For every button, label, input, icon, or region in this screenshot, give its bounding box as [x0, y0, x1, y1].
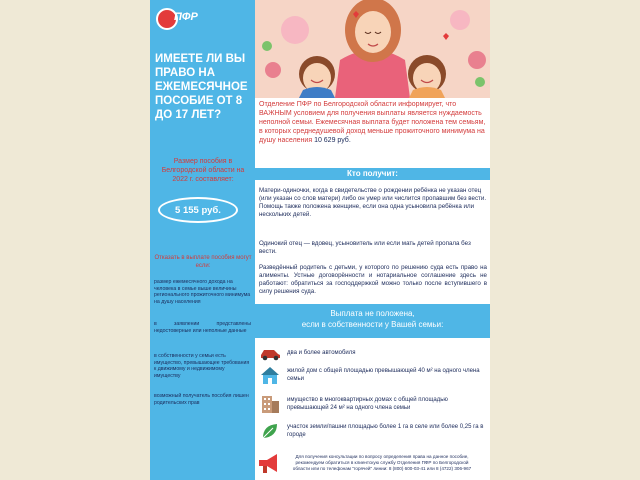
amount-value: 5 155 руб. [175, 204, 221, 216]
refusal-title: Отказать в выплате пособия могут если: [154, 255, 252, 269]
asset-text: участок земли/пашни площадью более 1 га в селе или более 0,25 га в городе [287, 424, 484, 438]
footer-text: Для получения консультации по вопросу определения права на данное пособие, рекомендуем обратиться в клиентскую службу Отделения ПФР по Белгородской области или по телефонам "горячей" линии: 8 (800) 600-03-41 или 8 (4722) 306-967 [292, 454, 472, 471]
headline: ИМЕЕТЕ ЛИ ВЫ ПРАВО НА ЕЖЕМЕСЯЧНОЕ ПОСОБИЕ ОТ 8 ДО 17 ЛЕТ? [155, 53, 248, 121]
list-item: возможный получатель пособия лишен родительских прав [154, 393, 249, 406]
asset-apartment [259, 393, 489, 415]
asset-text: жилой дом с общей площадью превышающей 40 м² на одного члена семьи [287, 368, 480, 382]
poster [150, 0, 490, 480]
list-item: размер ежемесячного дохода на человека в семье выше величины регионального прожиточного минимума на душу населения [154, 279, 251, 305]
sidebar [150, 0, 255, 480]
leaf-icon [259, 420, 281, 442]
who-paragraph-divorced: Разведённый родитель с детьми, у которого по решению суда есть право на алименты. Устные договорённости и нотариальное соглашение здесь не работают: обратиться за господдержкой можно только после вступившего в силу решения суда. [259, 264, 487, 295]
who-paragraph-single-fathers: Одинокий отец — вдовец, усыновитель или если мать детей пропала без вести. [259, 240, 471, 255]
footer [255, 446, 490, 480]
list-item: в собственности у семьи есть имущество, превышающее требования к движимому и недвижимому имуществу [154, 353, 250, 379]
apartment-building-icon [259, 393, 281, 415]
who-title: Кто получит: [255, 168, 490, 180]
intro-body: Отделение ПФР по Белгородской области информирует, что ВАЖНЫМ условием для получения выплаты является нуждаемость неполной семьи. Ежемесячная выплата будет положена тем семьям, в которых среднедушевой доход меньше прожиточного минимума на душу населения [259, 101, 486, 144]
megaphone-icon [255, 449, 283, 477]
mother-children-illustration [255, 0, 490, 98]
not-entitled-banner [255, 304, 490, 338]
asset-land [259, 420, 489, 442]
who-paragraph-single-mothers: Матери-одиночки, когда в свидетельстве о рождении ребёнка не указан отец (или указан со слов матери) либо он умер или числится пропавшим без вести. Помощь также положена женщине, если она одна усыновила ребёнка или нескольких детей. [259, 187, 487, 218]
asset-house [259, 364, 489, 386]
asset-text: имущество в многоквартирных домах с общей площадью превышающей 24 м² на одного члена семьи [287, 397, 448, 411]
amount-badge [158, 197, 238, 223]
car-icon [259, 342, 281, 364]
asset-cars [259, 342, 489, 364]
refusal-list [154, 279, 251, 412]
hero-illustration [255, 0, 490, 98]
not-entitled-line2: если в собственности у Вашей семьи: [301, 320, 444, 329]
logo-text: ПФР [174, 11, 198, 23]
intro-text [259, 100, 487, 145]
minimum-income-value: 10 629 руб. [314, 137, 351, 144]
main-content [255, 0, 490, 480]
amount-label: Размер пособия в Белгородской области на 2022 г. составляет: [161, 158, 245, 183]
list-item: в заявлении представлены недостоверные или неполные данные [154, 321, 251, 334]
house-icon [259, 364, 281, 386]
not-entitled-line1: Выплата не положена, [330, 309, 415, 318]
asset-text: два и более автомобиля [287, 350, 356, 356]
